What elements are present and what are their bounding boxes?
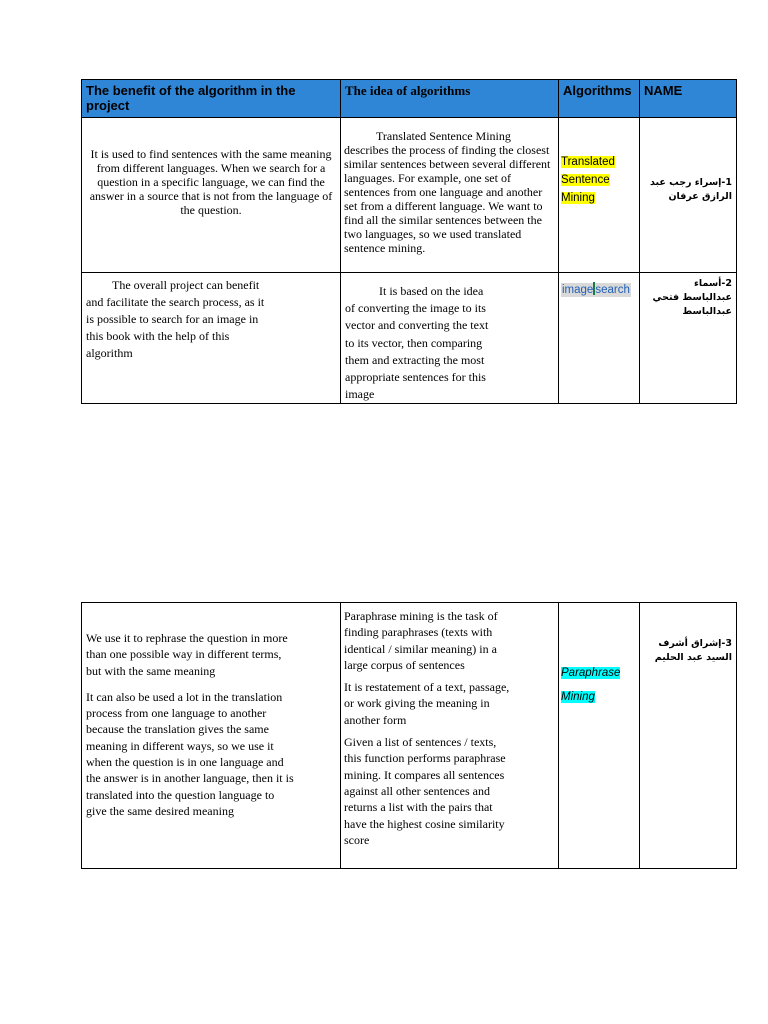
student-name: 1-إسراء رجب عبد الرازق عرفان: [649, 177, 732, 202]
table-row: [82, 118, 737, 273]
text-line: against all other sentences and: [344, 783, 490, 798]
text-line: identical / similar meaning) in a: [344, 641, 497, 656]
text-line: process from one language to another: [86, 706, 267, 721]
text-line: give the same desired meaning: [86, 803, 234, 818]
text-line: vector and converting the text: [345, 318, 489, 333]
name-cell: [640, 118, 737, 273]
name-cell: [640, 603, 737, 869]
benefit-cell: [82, 118, 341, 273]
algorithm-cell: [559, 118, 640, 273]
algorithm-cell: [559, 603, 640, 869]
text-line: the answer is in another language, then it is: [86, 771, 294, 786]
text-line: have the highest cosine similarity: [344, 816, 505, 831]
text-line: algorithm: [86, 346, 133, 360]
text-line: returns a list with the pairs that: [344, 800, 493, 815]
header-idea: The idea of algorithms: [341, 80, 559, 118]
text-line: It is restatement of a text, passage,: [344, 680, 510, 695]
header-algorithms: Algorithms: [559, 80, 640, 118]
text-line: image: [345, 387, 375, 402]
benefit-cell: [82, 273, 341, 404]
idea-cell: [341, 118, 559, 273]
student-name: 3-إشراق أشرف السيد عبد الحليم: [654, 638, 732, 663]
algorithm-label-part: search: [595, 284, 630, 296]
text-line: them and extracting the most: [345, 352, 485, 367]
text-line: of converting the image to its: [345, 301, 486, 316]
algorithm-label: [561, 283, 631, 297]
text-line: and facilitate the search process, as it: [86, 295, 265, 309]
text-line: It is based on the idea: [379, 284, 484, 298]
text-line: because the translation gives the same: [86, 722, 269, 737]
algorithm-cell: [559, 273, 640, 404]
text-line: large corpus of sentences: [344, 657, 465, 672]
benefit-cell: [82, 603, 341, 869]
text-line: Given a list of sentences / texts,: [344, 735, 497, 750]
table-header-row: [82, 80, 737, 118]
text-line: It can also be used a lot in the translation: [86, 689, 283, 704]
text-line: but with the same meaning: [86, 663, 216, 678]
header-benefit: The benefit of the algorithm in the project: [82, 80, 341, 118]
text-line: to its vector, then comparing: [345, 335, 483, 350]
idea-cell: [341, 603, 559, 869]
text-line: or work giving the meaning in: [344, 696, 490, 711]
student-name: 2-أسماء عبدالباسط فتحي عبدالباسط: [652, 278, 732, 317]
algorithms-table-2: [81, 602, 737, 869]
text-line: Paraphrase mining is the task of: [344, 609, 498, 623]
text-line: is possible to search for an image in: [86, 312, 259, 326]
algorithms-table-1: [81, 79, 737, 404]
text-line: score: [344, 832, 370, 847]
text-line: appropriate sentences for this: [345, 370, 486, 385]
table-row: [82, 603, 737, 869]
text-line: this book with the help of this: [86, 329, 230, 343]
algorithm-label: Translated Sentence Mining: [561, 156, 615, 204]
algorithm-label: Paraphrase: [561, 667, 621, 679]
text-line: when the question is in one language and: [86, 755, 284, 770]
text-line: this function performs paraphrase: [344, 751, 506, 766]
text-line: another form: [344, 712, 407, 727]
name-cell: [640, 273, 737, 404]
text-line: translated into the question language to: [86, 787, 275, 802]
text-line: The overall project can benefit: [112, 278, 260, 292]
text-line: finding paraphrases (texts with: [344, 625, 493, 640]
idea-cell: [341, 273, 559, 404]
text-line: than one possible way in different terms,: [86, 647, 282, 662]
text-line: We use it to rephrase the question in more: [86, 631, 288, 645]
text-line: meaning in different ways, so we use it: [86, 738, 274, 753]
header-name: NAME: [640, 80, 737, 118]
algorithm-label-part: image: [562, 284, 594, 296]
text-line: mining. It compares all sentences: [344, 767, 505, 782]
table-row: [82, 273, 737, 404]
algorithm-label: Mining: [561, 691, 595, 703]
idea-text: Translated Sentence Mining describes the process of finding the closest similar sentences between several different languages. For example, one set of sentences from one language and another set from a different language. We want to find all the similar sentences between the two languages, so we used translated sentence mining.: [344, 129, 551, 255]
benefit-text: It is used to find sentences with the same meaning from different languages. When we search for a question in a specific language, we can find the answer in a source that is not from the language of the question.: [89, 147, 333, 217]
